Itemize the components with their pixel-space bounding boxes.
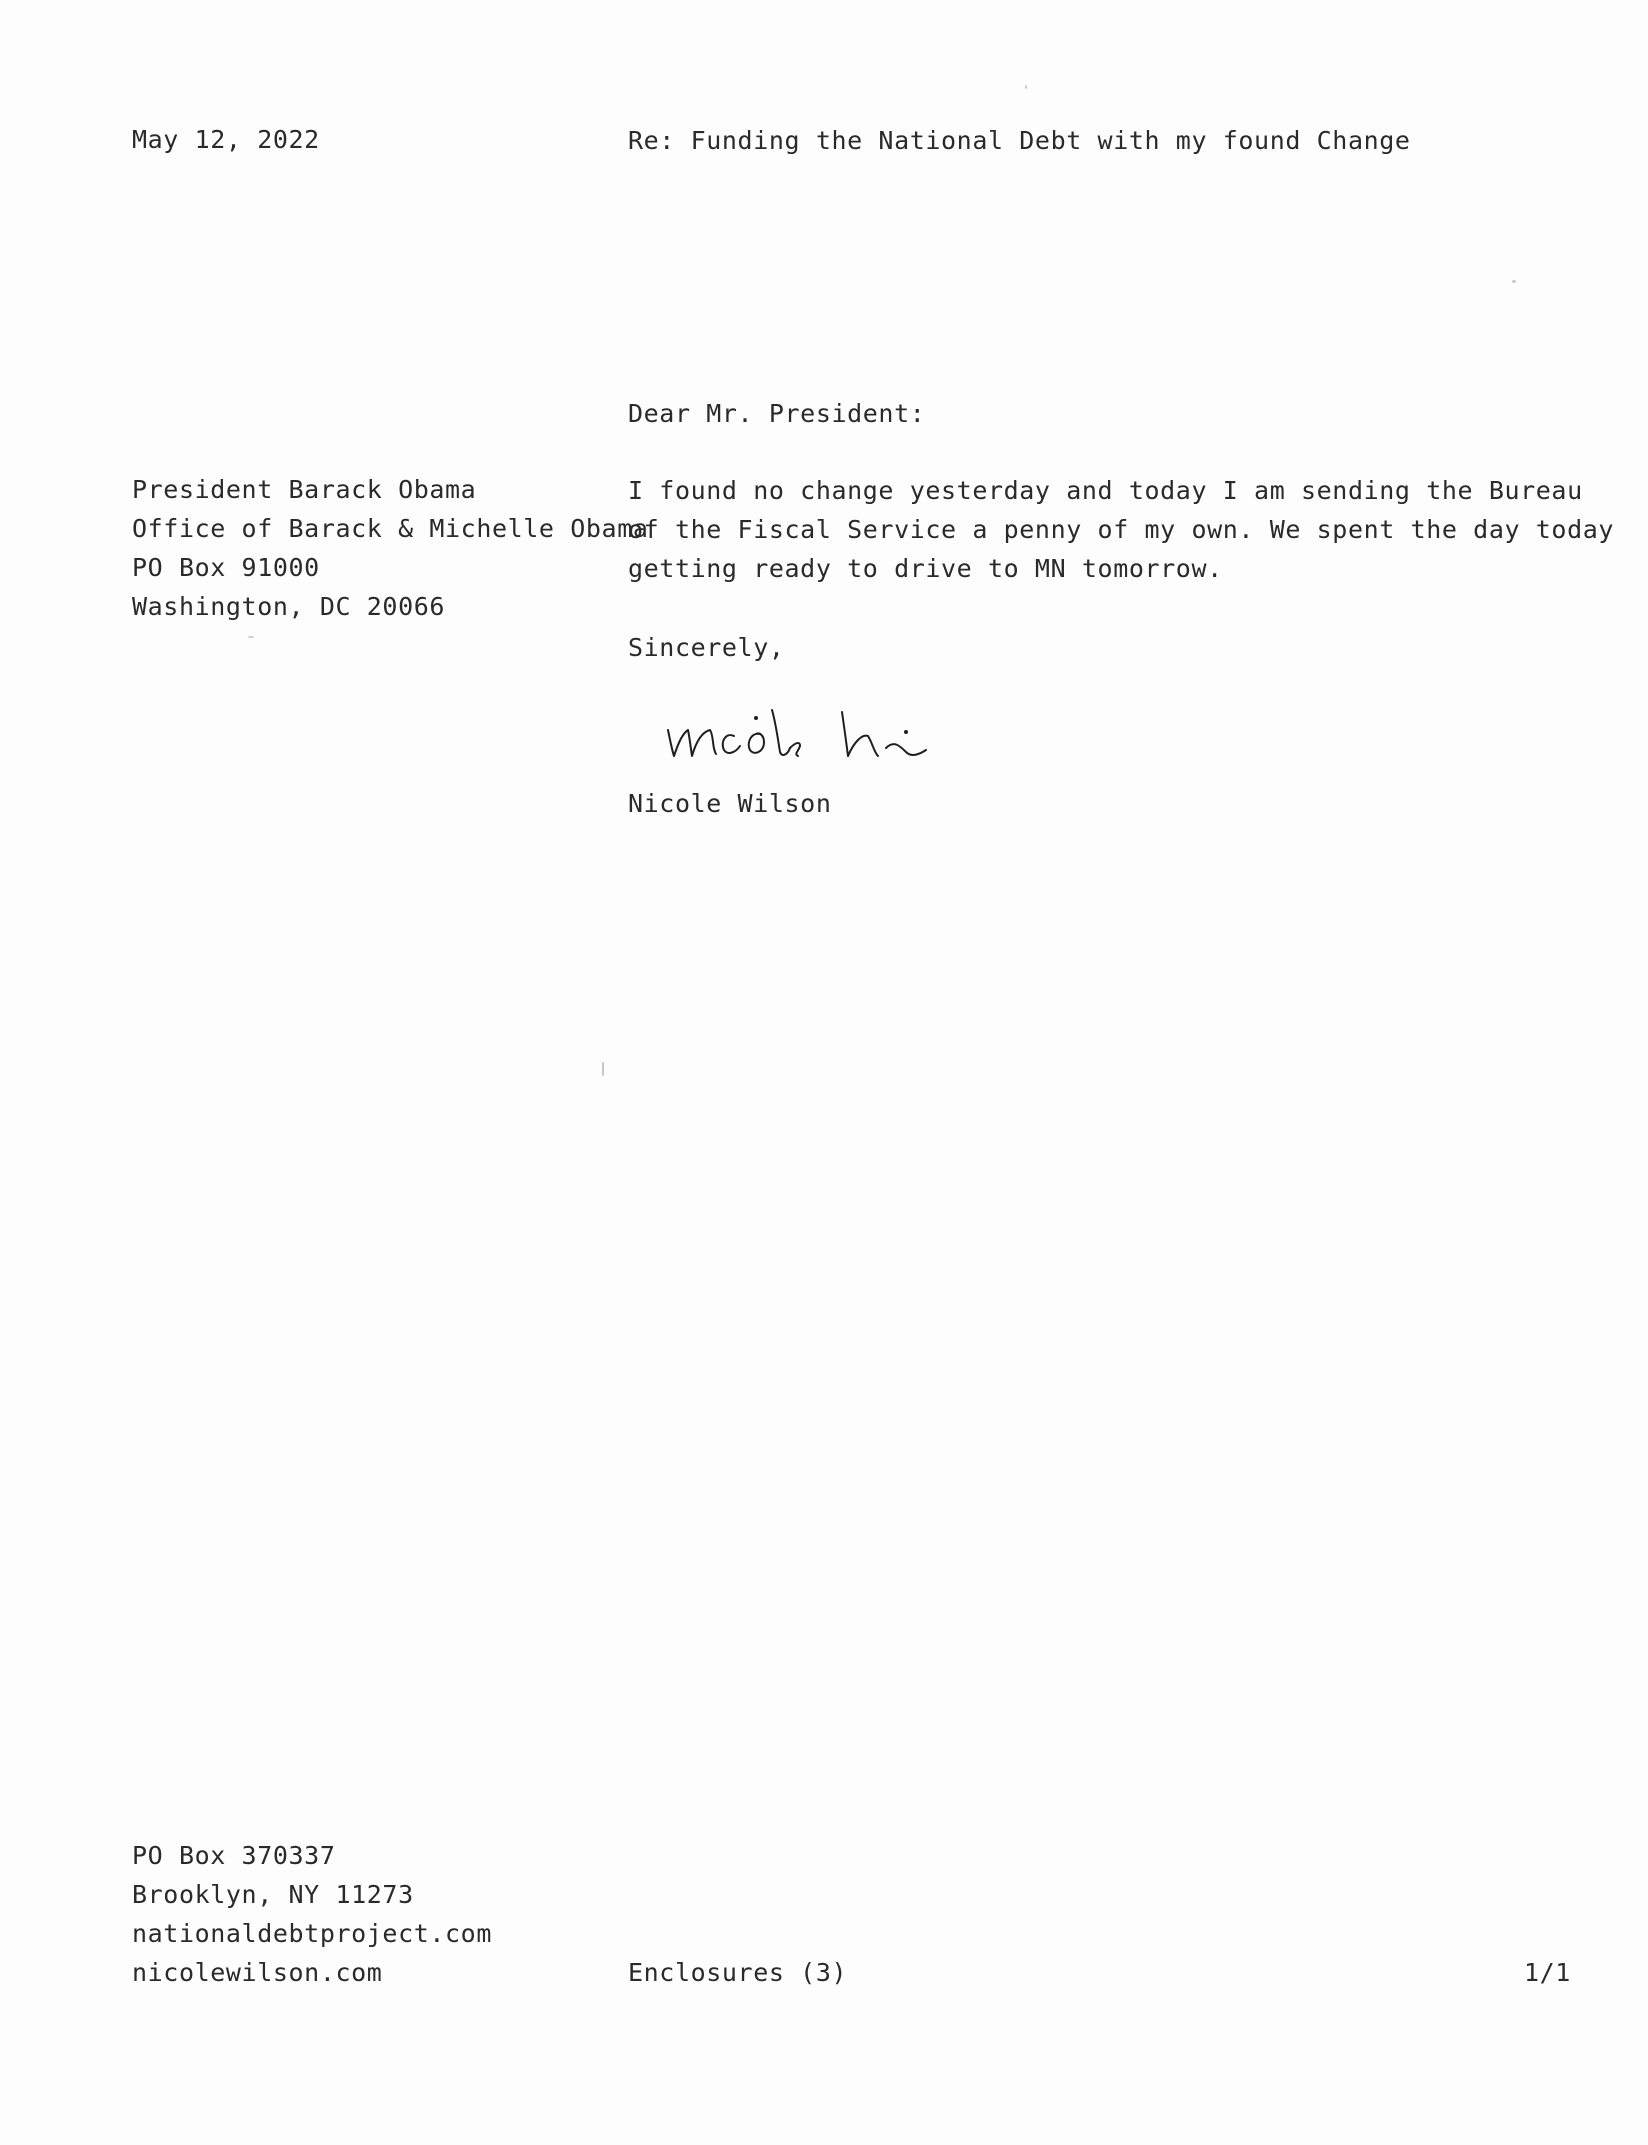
recipient-address: [132, 470, 649, 626]
sender-address: [132, 1836, 492, 1992]
body-line: getting ready to drive to MN tomorrow.: [628, 554, 1223, 583]
sender-line: nationaldebtproject.com: [132, 1919, 492, 1948]
scan-speck: [1025, 85, 1027, 89]
recipient-line: President Barack Obama: [132, 475, 477, 504]
scan-speck: [248, 636, 254, 638]
letter-date: May 12, 2022: [132, 125, 320, 154]
sender-line: Brooklyn, NY 11273: [132, 1880, 414, 1909]
scan-speck: [1512, 280, 1516, 283]
letter-subject: Re: Funding the National Debt with my found Change: [628, 126, 1411, 155]
recipient-line: Washington, DC 20066: [132, 592, 446, 621]
salutation: Dear Mr. President:: [628, 399, 926, 428]
recipient-line: PO Box 91000: [132, 553, 320, 582]
handwritten-signature: [660, 700, 980, 770]
scan-speck: [602, 1062, 604, 1076]
sender-line: PO Box 370337: [132, 1841, 336, 1870]
closing: Sincerely,: [628, 633, 785, 662]
letter-body: [628, 471, 1614, 588]
signer-name: Nicole Wilson: [628, 789, 832, 818]
sender-line: nicolewilson.com: [132, 1958, 383, 1987]
page-number: 1/1: [1524, 1958, 1571, 1987]
enclosures-note: Enclosures (3): [628, 1958, 848, 1987]
body-line: of the Fiscal Service a penny of my own. We spent the day today: [628, 515, 1615, 544]
recipient-line: Office of Barack & Michelle Obama: [132, 514, 649, 543]
body-line: I found no change yesterday and today I am sending the Bureau: [628, 476, 1583, 505]
